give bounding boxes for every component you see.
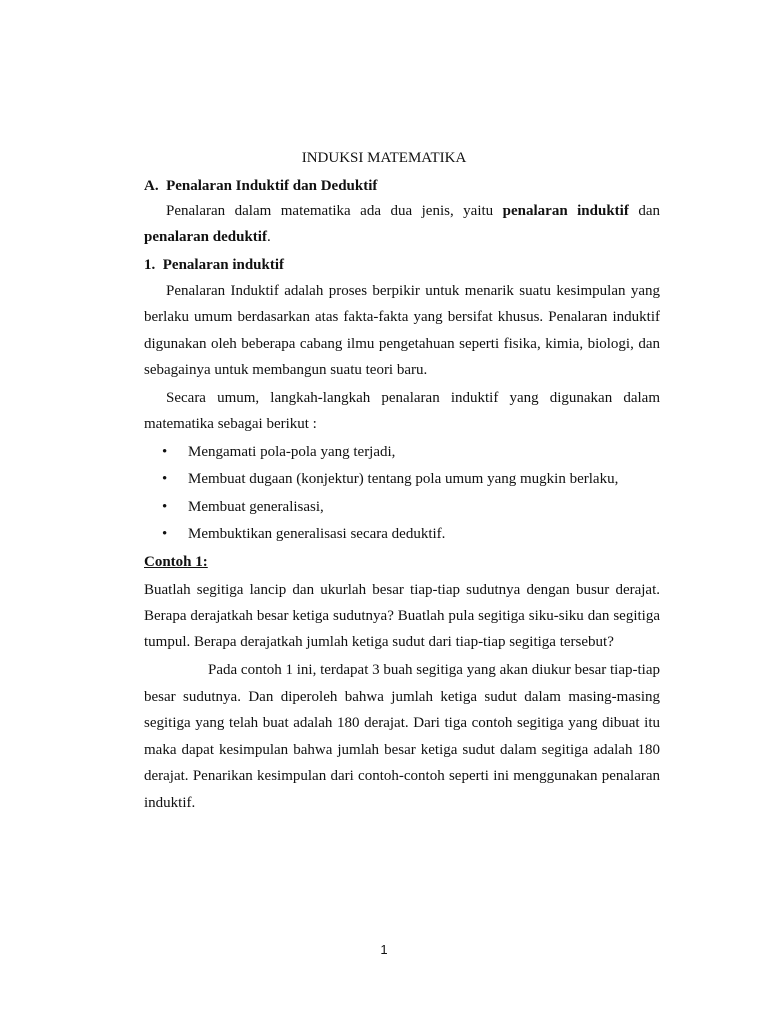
document-title: INDUKSI MATEMATIKA <box>301 150 467 166</box>
explanation-line: maka dapat kesimpulan bahwa jumlah besar ketiga sudut dalam segitiga adalah 180 <box>144 742 660 758</box>
list-item: Membuat dugaan (konjektur) tentang pola umum yang mugkin berlaku, <box>188 471 619 487</box>
explanation-line: Pada contoh 1 ini, terdapat 3 buah segitiga yang akan diukur besar tiap-tiap <box>208 662 660 678</box>
intro-text-part2: dan <box>628 203 660 219</box>
intro-text-end: . <box>266 229 271 245</box>
example-question-line: Berapa derajatkah besar ketiga sudutnya? Buatlah pula segitiga siku-siku dan segitiga <box>144 608 660 624</box>
paragraph-line: sebagainya untuk membangun suatu teori baru. <box>144 362 428 378</box>
paragraph-line: matematika sebagai berikut : <box>144 416 317 432</box>
example-question-line: tumpul. Berapa derajatkah jumlah ketiga sudut dari tiap-tiap segitiga tersebut? <box>144 634 614 650</box>
section-heading-a: A. Penalaran Induktif dan Deduktif <box>144 178 378 194</box>
paragraph-line: digunakan oleh beberapa cabang ilmu pengetahuan seperti fisika, kimia, biologi, dan <box>144 336 660 352</box>
bullet-icon: • <box>162 471 168 487</box>
paragraph-line: Penalaran Induktif adalah proses berpikir untuk menarik suatu kesimpulan yang <box>166 283 660 299</box>
page-number: 1 <box>380 942 388 957</box>
example-heading: Contoh 1: <box>144 554 208 570</box>
intro-term-induktif: penalaran induktif <box>502 203 629 219</box>
intro-line-1 <box>166 201 660 221</box>
bullet-icon: • <box>162 444 168 460</box>
paragraph-line: berlaku umum berdasarkan atas fakta-fakta yang bersifat khusus. Penalaran induktif <box>144 309 660 325</box>
intro-text-part1: Penalaran dalam matematika ada dua jenis, yaitu <box>166 203 503 219</box>
explanation-line: derajat. Penarikan kesimpulan dari contoh-contoh seperti ini menggunakan penalaran <box>144 768 660 784</box>
list-item: Mengamati pola-pola yang terjadi, <box>188 444 396 460</box>
explanation-line: segitiga yang telah buat adalah 180 derajat. Dari tiga contoh segitiga yang dibuat itu <box>144 715 660 731</box>
explanation-line: besar sudutnya. Dan diperoleh bahwa jumlah ketiga sudut dalam masing-masing <box>144 689 660 705</box>
subsection-heading-1: 1. Penalaran induktif <box>144 257 285 273</box>
intro-line-2 <box>144 227 660 247</box>
list-item: Membuktikan generalisasi secara deduktif. <box>188 526 446 542</box>
example-question-line: Buatlah segitiga lancip dan ukurlah besar tiap-tiap sudutnya dengan busur derajat. <box>144 582 660 598</box>
bullet-icon: • <box>162 526 168 542</box>
bullet-icon: • <box>162 499 168 515</box>
paragraph-line: Secara umum, langkah-langkah penalaran induktif yang digunakan dalam <box>166 390 660 406</box>
intro-term-deduktif: penalaran deduktif <box>144 229 267 245</box>
list-item: Membuat generalisasi, <box>188 499 324 515</box>
explanation-line: induktif. <box>144 795 196 811</box>
